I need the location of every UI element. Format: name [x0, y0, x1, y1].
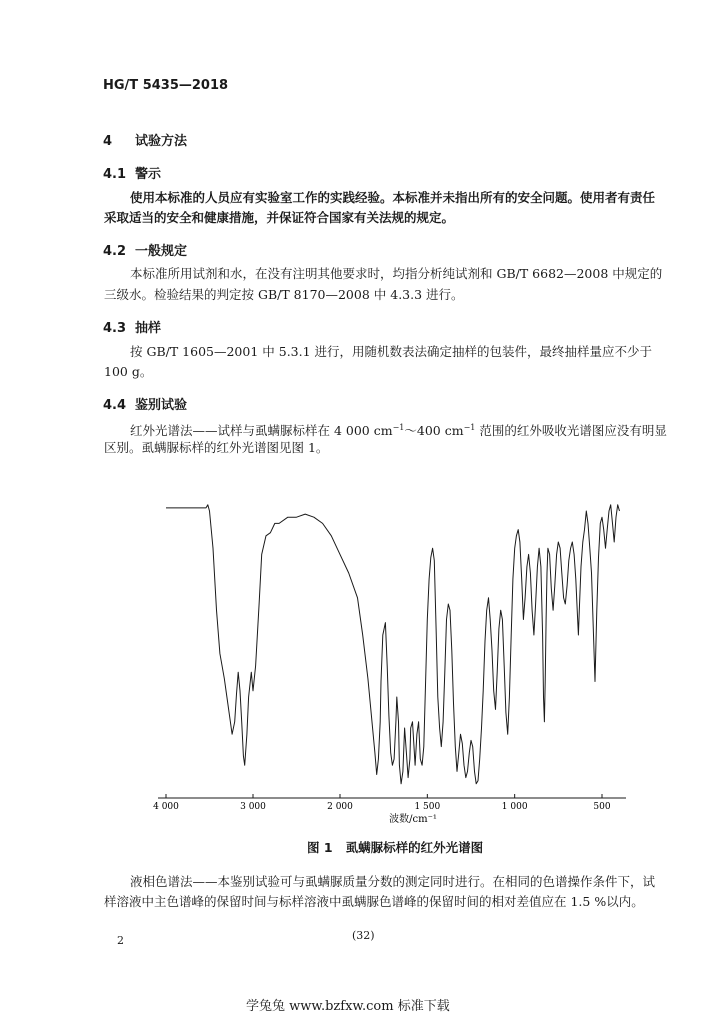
x-tick-label: 1 000: [501, 802, 528, 812]
section-4-1-line-2: 采取适当的安全和健康措施，并保证符合国家有关法规的规定。: [104, 210, 455, 225]
watermark-footer: 学兔兔 www.bzfxw.com 标准下载: [246, 999, 450, 1014]
unit-exponent-1: −1: [392, 423, 405, 432]
lc-method-line-1: 液相色谱法——本鉴别试验可与虱螨脲质量分数的测定同时进行。在相同的色谱操作条件下，试: [130, 874, 656, 889]
x-axis-label: 波数/cm⁻¹: [389, 814, 437, 825]
section-4-number: 4: [103, 134, 113, 149]
section-4-1-title: 警示: [135, 167, 162, 182]
standard-id: HG/T 5435—2018: [103, 78, 229, 93]
section-4-3-heading: [103, 317, 161, 336]
x-tick-label: 500: [593, 802, 611, 812]
figure-label: 图 1: [307, 840, 333, 855]
spectrum-line: [166, 505, 620, 784]
section-4-2-line-2: 三级水。检验结果的判定按 GB/T 8170—2008 中 4.3.3 进行。: [104, 287, 464, 302]
x-tick-label: 2 000: [327, 802, 353, 812]
figure-title: 虱螨脲标样的红外光谱图: [345, 840, 484, 855]
ir-method-text-c: 范围的红外吸收光谱图应没有明显: [475, 423, 667, 439]
x-tick-label: 1 500: [414, 802, 441, 812]
ir-method-text-a: 红外光谱法——试样与虱螨脲标样在 4 000 cm: [130, 423, 393, 439]
section-4-1-line-1: 使用本标准的人员应有实验室工作的实践经验。本标准并未指出所有的安全问题。使用者有责任: [130, 190, 656, 205]
section-4-3-line-2: 100 g。: [104, 364, 153, 379]
section-4-4-line-2: 区别。虱螨脲标样的红外光谱图见图 1。: [104, 440, 329, 455]
section-4-2-number: 4.2: [103, 244, 127, 259]
section-4-1-number: 4.1: [103, 167, 127, 182]
section-4-3-line-1: 按 GB/T 1605—2001 中 5.3.1 进行，用随机数表法确定抽样的包装件，最终抽样量应不少于: [130, 344, 653, 359]
section-4-2-title: 一般规定: [135, 244, 188, 259]
x-tick-label: 4 000: [153, 802, 179, 812]
x-axis-ticks: [153, 794, 611, 812]
section-4-heading: [103, 130, 187, 149]
section-4-3-title: 抽样: [135, 321, 162, 336]
section-4-1-heading: [103, 163, 161, 182]
unit-exponent-2: −1: [463, 423, 476, 432]
section-4-2-heading: [103, 240, 187, 259]
ir-method-text-b: ～400 cm: [404, 423, 464, 439]
section-4-title: 试验方法: [135, 134, 188, 149]
section-4-2-line-1: 本标准所用试剂和水，在没有注明其他要求时，均指分析纯试剂和 GB/T 6682—2008 中规定的: [130, 266, 663, 281]
spectrum-plot-layer: [166, 505, 620, 784]
section-4-3-number: 4.3: [103, 321, 127, 336]
section-4-4-heading: [103, 394, 187, 413]
sheet-number: (32): [352, 929, 375, 942]
lc-method-line-2: 样溶液中主色谱峰的保留时间与标样溶液中虱螨脲色谱峰的保留时间的相对差值应在 1.5 %以内。: [104, 894, 644, 909]
page-number: 2: [117, 934, 124, 947]
section-4-4-title: 鉴别试验: [135, 398, 188, 413]
figure-caption: [307, 838, 483, 856]
ir-spectrum-chart: [150, 470, 640, 830]
x-tick-label: 3 000: [240, 802, 266, 812]
section-4-4-number: 4.4: [103, 398, 127, 413]
